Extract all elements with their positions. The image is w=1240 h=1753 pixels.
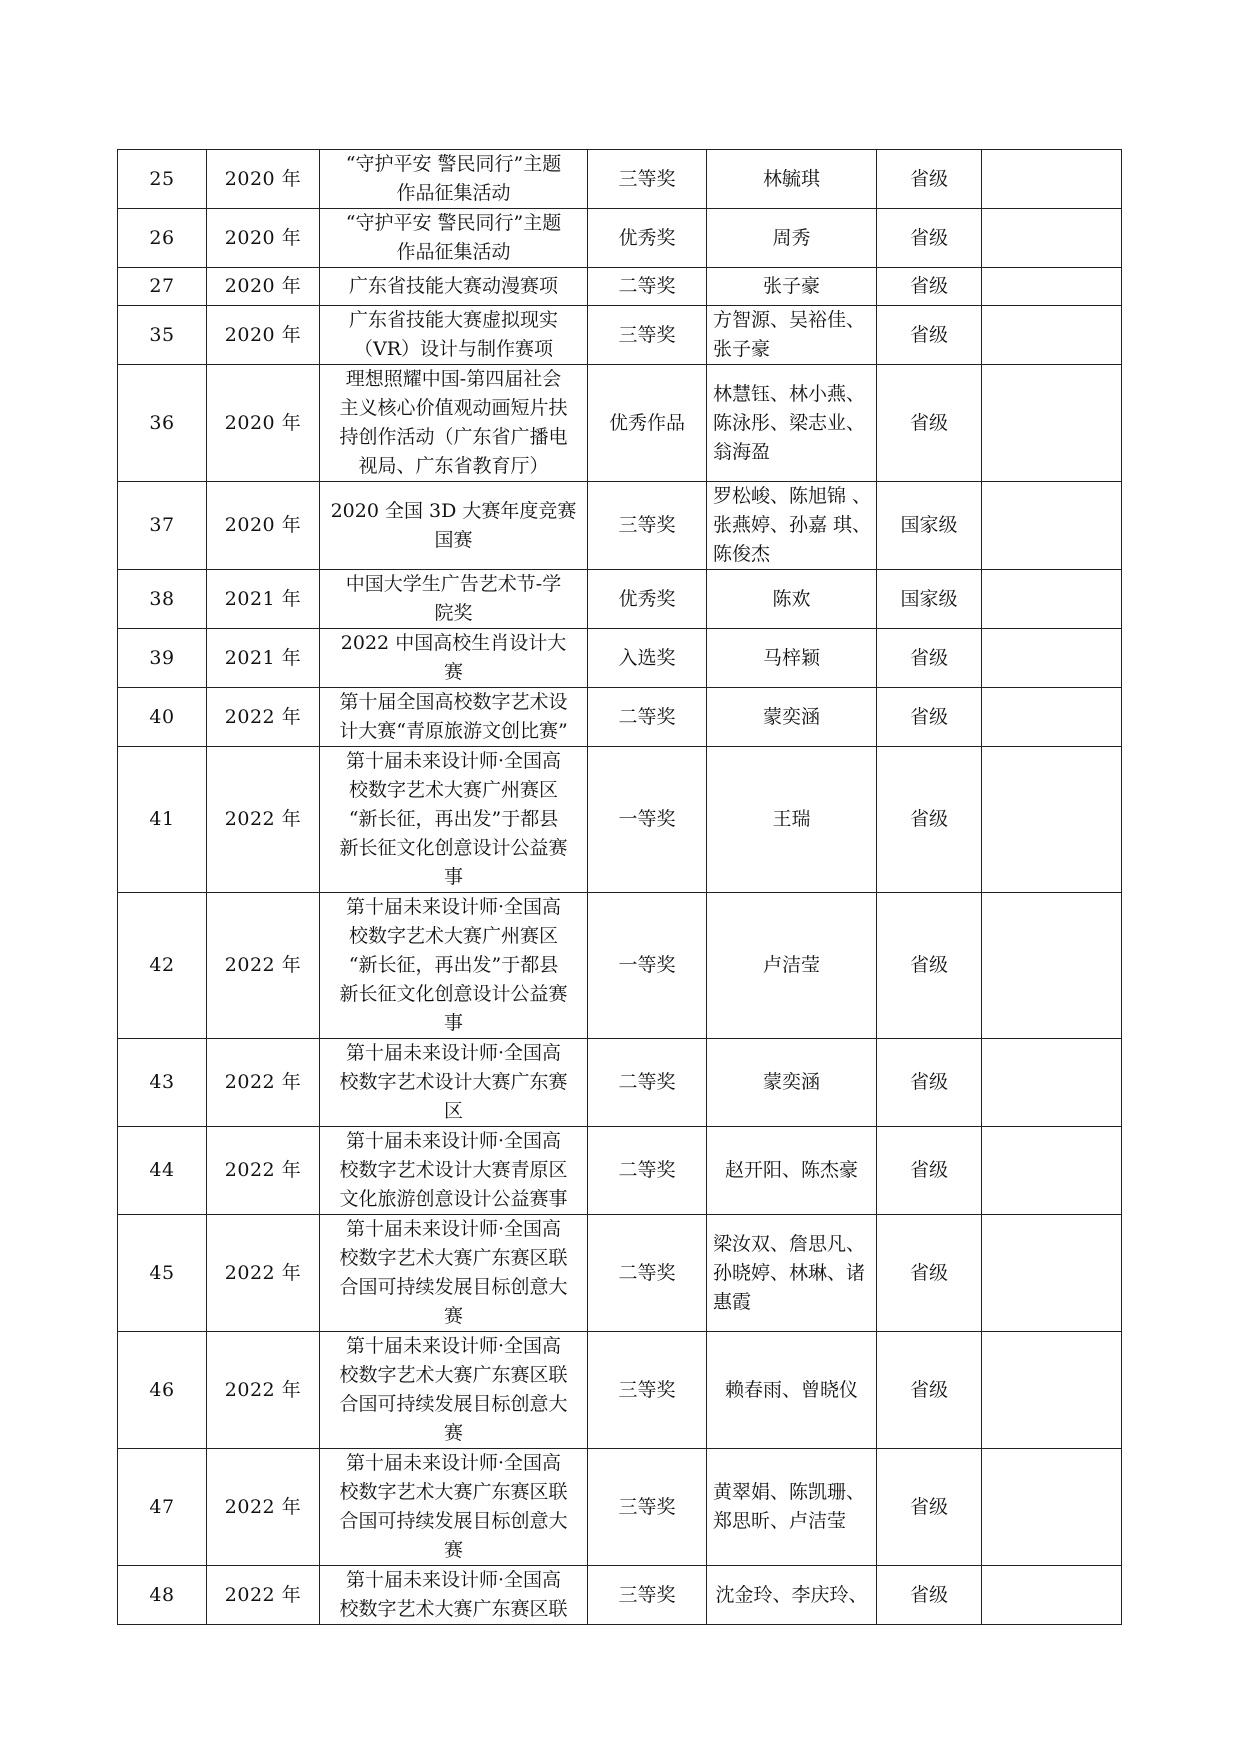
award-grade: 二等奖 [588, 1039, 707, 1127]
competition-name [320, 150, 588, 209]
award-grade: 二等奖 [588, 688, 707, 747]
winners [707, 1039, 877, 1127]
winners-text: 卢洁莹 [762, 954, 820, 976]
remark [982, 570, 1122, 629]
competition-name [320, 209, 588, 268]
table-row [118, 150, 1122, 209]
winners [707, 1449, 877, 1566]
winners-text: 蒙奕涵 [762, 1071, 820, 1093]
award-level: 省级 [877, 1332, 982, 1449]
winners [707, 1215, 877, 1332]
table-row [118, 893, 1122, 1039]
competition-name-text: 第十届未来设计师·全国高 校数字艺术大赛广州赛区 “新长征，再出发”于都县 新长征文化创意设计公益赛 事 [339, 750, 568, 888]
remark [982, 306, 1122, 365]
competition-name-text: 第十届未来设计师·全国高 校数字艺术大赛广东赛区联 合国可持续发展目标创意大 赛 [339, 1218, 568, 1327]
winners [707, 365, 877, 482]
table-row [118, 570, 1122, 629]
remark [982, 150, 1122, 209]
winners [707, 306, 877, 365]
winners [707, 268, 877, 306]
award-level: 省级 [877, 306, 982, 365]
award-level: 省级 [877, 688, 982, 747]
award-grade: 三等奖 [588, 1332, 707, 1449]
award-grade: 三等奖 [588, 1566, 707, 1625]
award-year: 2022 年 [207, 1039, 320, 1127]
award-grade: 入选奖 [588, 629, 707, 688]
table-row [118, 1332, 1122, 1449]
award-level: 省级 [877, 150, 982, 209]
competition-name-text: 理想照耀中国-第四届社会 主义核心价值观动画短片扶 持创作活动（广东省广播电 视局、广东省教育厅） [339, 368, 568, 477]
winners [707, 1566, 877, 1625]
competition-name-text: 广东省技能大赛虚拟现实 （VR）设计与制作赛项 [348, 309, 558, 360]
competition-name [320, 1566, 588, 1625]
competition-name [320, 1039, 588, 1127]
row-number: 39 [118, 629, 207, 688]
award-level: 省级 [877, 365, 982, 482]
award-year: 2022 年 [207, 1332, 320, 1449]
award-level: 省级 [877, 747, 982, 893]
award-year: 2022 年 [207, 1215, 320, 1332]
competition-name-text: 第十届未来设计师·全国高 校数字艺术大赛广州赛区 “新长征，再出发”于都县 新长征文化创意设计公益赛 事 [339, 896, 568, 1034]
competition-name-text: 2022 中国高校生肖设计大 赛 [340, 632, 567, 683]
remark [982, 747, 1122, 893]
table-row [118, 747, 1122, 893]
row-number: 27 [118, 268, 207, 306]
awards-table [117, 149, 1122, 1625]
winners-text: 林慧钰、林小燕、 陈泳彤、梁志业、 翁海盈 [713, 382, 866, 463]
remark [982, 893, 1122, 1039]
award-grade: 优秀作品 [588, 365, 707, 482]
remark [982, 1566, 1122, 1625]
competition-name-text: 第十届未来设计师·全国高 校数字艺术设计大赛青原区 文化旅游创意设计公益赛事 [339, 1130, 568, 1210]
table-row [118, 1449, 1122, 1566]
award-level: 省级 [877, 209, 982, 268]
row-number: 26 [118, 209, 207, 268]
award-year: 2021 年 [207, 629, 320, 688]
table-row [118, 365, 1122, 482]
competition-name-text: 第十届未来设计师·全国高 校数字艺术设计大赛广东赛 区 [339, 1042, 568, 1122]
award-grade: 优秀奖 [588, 209, 707, 268]
table-row [118, 268, 1122, 306]
competition-name-text: 第十届未来设计师·全国高 校数字艺术大赛广东赛区联 合国可持续发展目标创意大 赛 [339, 1335, 568, 1444]
row-number: 46 [118, 1332, 207, 1449]
winners-text: 林毓琪 [762, 167, 820, 190]
row-number: 47 [118, 1449, 207, 1566]
row-number: 48 [118, 1566, 207, 1625]
winners [707, 1332, 877, 1449]
remark [982, 629, 1122, 688]
winners-text: 张子豪 [762, 275, 820, 297]
remark [982, 688, 1122, 747]
award-year: 2022 年 [207, 893, 320, 1039]
award-year: 2020 年 [207, 209, 320, 268]
remark [982, 1039, 1122, 1127]
winners [707, 1127, 877, 1215]
winners-text: 王瑞 [772, 808, 811, 830]
remark [982, 1332, 1122, 1449]
table-row [118, 629, 1122, 688]
competition-name [320, 482, 588, 570]
award-year: 2022 年 [207, 1449, 320, 1566]
award-year: 2020 年 [207, 306, 320, 365]
competition-name [320, 306, 588, 365]
winners-text: 赖春雨、曾晓仪 [724, 1378, 858, 1401]
competition-name-text: “守护平安 警民同行”主题 作品征集活动 [345, 153, 562, 204]
winners-text: 赵开阳、陈杰豪 [724, 1159, 858, 1181]
competition-name [320, 268, 588, 306]
remark [982, 268, 1122, 306]
remark [982, 1127, 1122, 1215]
row-number: 40 [118, 688, 207, 747]
awards-table-body [118, 150, 1122, 1625]
award-level: 省级 [877, 1566, 982, 1625]
award-year: 2022 年 [207, 688, 320, 747]
table-row [118, 482, 1122, 570]
winners-text: 马梓颖 [762, 646, 820, 669]
award-level: 省级 [877, 1039, 982, 1127]
competition-name-text: “守护平安 警民同行”主题 作品征集活动 [345, 212, 562, 263]
award-grade: 三等奖 [588, 482, 707, 570]
winners-text: 黄翠娟、陈凯珊、 郑思昕、卢洁莹 [713, 1481, 866, 1532]
table-row [118, 1566, 1122, 1625]
award-grade: 一等奖 [588, 747, 707, 893]
winners [707, 893, 877, 1039]
row-number: 41 [118, 747, 207, 893]
award-grade: 一等奖 [588, 893, 707, 1039]
competition-name [320, 1215, 588, 1332]
winners [707, 209, 877, 268]
winners [707, 688, 877, 747]
competition-name-text: 广东省技能大赛动漫赛项 [348, 275, 558, 297]
winners-text: 陈欢 [772, 587, 811, 610]
award-year: 2020 年 [207, 150, 320, 209]
row-number: 37 [118, 482, 207, 570]
award-year: 2022 年 [207, 747, 320, 893]
competition-name-text: 第十届未来设计师·全国高 校数字艺术大赛广东赛区联 合国可持续发展目标创意大 赛 [339, 1452, 568, 1561]
award-grade: 三等奖 [588, 150, 707, 209]
competition-name [320, 893, 588, 1039]
award-grade: 二等奖 [588, 268, 707, 306]
winners-text: 方智源、吴裕佳、 张子豪 [713, 309, 866, 360]
competition-name [320, 629, 588, 688]
table-row [118, 306, 1122, 365]
award-level: 国家级 [877, 482, 982, 570]
row-number: 42 [118, 893, 207, 1039]
award-year: 2021 年 [207, 570, 320, 629]
competition-name [320, 1449, 588, 1566]
award-level: 省级 [877, 629, 982, 688]
competition-name-text: 2020 全国 3D 大赛年度竞赛 国赛 [330, 499, 577, 551]
winners-text: 罗松峻、陈旭锦 、张燕婷、孙嘉 琪、陈俊杰 [713, 485, 872, 565]
award-year: 2020 年 [207, 268, 320, 306]
table-row [118, 1039, 1122, 1127]
competition-name [320, 1332, 588, 1449]
winners [707, 150, 877, 209]
table-row [118, 1215, 1122, 1332]
competition-name-text: 第十届全国高校数字艺术设 计大赛“青原旅游文创比赛” [339, 691, 568, 742]
award-year: 2020 年 [207, 365, 320, 482]
winners [707, 629, 877, 688]
remark [982, 1449, 1122, 1566]
award-grade: 优秀奖 [588, 570, 707, 629]
row-number: 25 [118, 150, 207, 209]
row-number: 44 [118, 1127, 207, 1215]
winners-text: 周秀 [772, 226, 811, 249]
award-grade: 二等奖 [588, 1127, 707, 1215]
award-year: 2022 年 [207, 1127, 320, 1215]
winners-text: 梁汝双、詹思凡、 孙晓婷、林琳、诸 惠霞 [713, 1232, 866, 1313]
competition-name [320, 688, 588, 747]
row-number: 43 [118, 1039, 207, 1127]
competition-name-text: 第十届未来设计师·全国高 校数字艺术大赛广东赛区联 [339, 1569, 568, 1620]
award-year: 2022 年 [207, 1566, 320, 1625]
winners [707, 747, 877, 893]
competition-name [320, 1127, 588, 1215]
table-row [118, 1127, 1122, 1215]
competition-name [320, 570, 588, 629]
remark [982, 482, 1122, 570]
table-row [118, 209, 1122, 268]
remark [982, 365, 1122, 482]
remark [982, 1215, 1122, 1332]
winners-text: 蒙奕涵 [762, 705, 820, 728]
remark [982, 209, 1122, 268]
winners [707, 570, 877, 629]
award-level: 省级 [877, 1215, 982, 1332]
award-grade: 三等奖 [588, 306, 707, 365]
winners-text: 沈金玲、李庆玲、 [715, 1583, 868, 1606]
award-level: 省级 [877, 893, 982, 1039]
award-level: 省级 [877, 1449, 982, 1566]
row-number: 36 [118, 365, 207, 482]
row-number: 45 [118, 1215, 207, 1332]
competition-name [320, 365, 588, 482]
row-number: 35 [118, 306, 207, 365]
award-level: 省级 [877, 268, 982, 306]
award-year: 2020 年 [207, 482, 320, 570]
award-level: 国家级 [877, 570, 982, 629]
winners [707, 482, 877, 570]
award-grade: 二等奖 [588, 1215, 707, 1332]
competition-name-text: 中国大学生广告艺术节-学 院奖 [345, 573, 562, 624]
award-level: 省级 [877, 1127, 982, 1215]
row-number: 38 [118, 570, 207, 629]
table-row [118, 688, 1122, 747]
award-grade: 三等奖 [588, 1449, 707, 1566]
competition-name [320, 747, 588, 893]
